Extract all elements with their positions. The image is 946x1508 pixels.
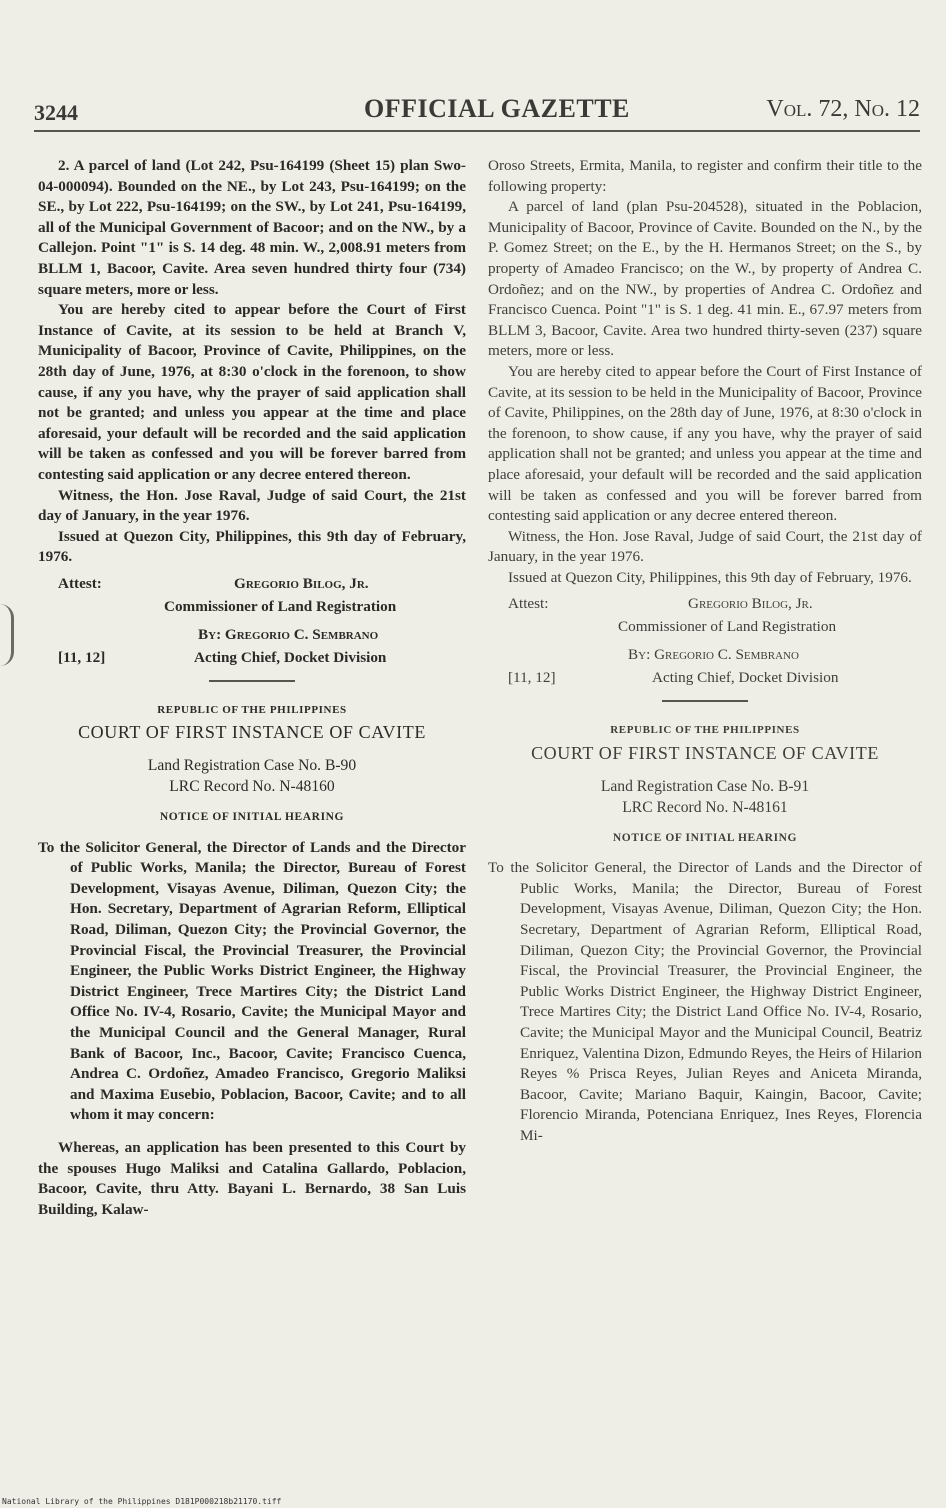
- addressees: To the Solicitor General, the Director of Lands and the Director of Public Works, Manila; the Director, Bureau of Forest Development, Visayas Avenue, Diliman, Quezon City; the Hon. Secretary, Department of Agrarian Reform, Elliptical Road, Diliman, Quezon City; the Provincial Governor, the Provincial Fiscal, the Provincial Treasurer, the Provincial Engineer, the Public Works District Engineer, the Highway District Engineer, Trece Martires City; the District Land Office No. IV-4, Rosario, Cavite; the Municipal Mayor and the Municipal Council and the General Manager, Rural Bank of Bacoor, Inc., Bacoor, Cavite; Francisco Cuenca, Andrea C. Ordoñez, Amadeo Francisco, Gregorio Maliksi and Maxima Eusebio, Poblacion, Bacoor, Cavite; and to all whom it may concern:: [38, 838, 466, 1124]
- publication-title: OFFICIAL GAZETTE: [364, 94, 630, 123]
- signer-title: Commissioner of Land Registration: [618, 618, 837, 636]
- docket-title: Acting Chief, Docket Division: [194, 648, 387, 666]
- witness-paragraph: Witness, the Hon. Jose Raval, Judge of said Court, the 21st day of January, in the year 1976.: [488, 527, 922, 566]
- witness-paragraph: Witness, the Hon. Jose Raval, Judge of said Court, the 21st day of January, in the year 1976.: [38, 486, 466, 525]
- by-signer: By: Gregorio C. Sembrano: [628, 646, 799, 664]
- republic-heading: REPUBLIC OF THE PHILIPPINES: [610, 724, 800, 737]
- issued-paragraph: Issued at Quezon City, Philippines, this 9th day of February, 1976.: [38, 527, 466, 566]
- by-signer: By: Gregorio C. Sembrano: [198, 625, 379, 643]
- header-rule: [34, 130, 920, 132]
- page-number: 3244: [34, 100, 78, 125]
- case-number: Land Registration Case No. B-90: [147, 757, 357, 775]
- whereas-paragraph: [38, 1138, 466, 1220]
- parcel-description: A parcel of land (plan Psu-204528), situated in the Poblacion, Municipality of Bacoor, Province of Cavite. Bounded on the N., by the P. Gomez Street; on the E., by the H. Hermanos Street; on the S., by property of Amadeo Francisco; on the W., by property of Andrea C. Ordoñez; and on the NW., by properties of Andrea C. Ordoñez and Francisco Cuenca. Point "1" is S. 1 deg. 41 min. E., 67.97 meters from BLLM 3, Bacoor, Cavite. Area two hundred thirty-seven (237) square meters, more or less.: [488, 198, 922, 360]
- reference-number: [11, 12]: [508, 669, 556, 687]
- case-number: Land Registration Case No. B-91: [600, 777, 810, 795]
- attest-line: [38, 574, 466, 596]
- lrc-record: LRC Record No. N-48160: [169, 778, 335, 796]
- attest-label: Attest:: [58, 574, 102, 592]
- binding-mark: [0, 604, 14, 666]
- attest-label: Attest:: [508, 595, 549, 613]
- whereas-lead: Whereas,: [58, 1138, 119, 1156]
- continuation-paragraph: Oroso Streets, Ermita, Manila, to register and confirm their title to the following property:: [488, 157, 922, 195]
- court-heading: COURT OF FIRST INSTANCE OF CAVITE: [531, 743, 879, 764]
- volume-number: Vol. 72, No. 12: [766, 96, 920, 122]
- signer-title-line: [488, 617, 922, 639]
- notice-heading: NOTICE OF INITIAL HEARING: [612, 831, 798, 844]
- whereas-text: an application has been presented to this Court by the spouses Hugo Maliksi and Catalina Gallardo, Poblacion, Bacoor, Cavite, thru Atty. Bayani L. Bernardo, 38 San Luis Building, Kalaw-: [38, 1138, 466, 1218]
- attest-line: [488, 594, 922, 616]
- docket-line: [488, 668, 922, 690]
- signer-name: Gregorio Bilog, Jr.: [234, 574, 369, 592]
- signer-name: Gregorio Bilog, Jr.: [688, 595, 813, 613]
- reference-number: [11, 12]: [58, 648, 106, 666]
- signer-title-line: [38, 597, 466, 619]
- right-column: [488, 156, 922, 1147]
- court-heading: COURT OF FIRST INSTANCE OF CAVITE: [78, 722, 426, 743]
- signer-title: Commissioner of Land Registration: [164, 597, 397, 615]
- by-line: [488, 645, 922, 667]
- citation-paragraph: You are hereby cited to appear before the Court of First Instance of Cavite, at its session to be held at Branch V, Municipality of Bacoor, Province of Cavite, Philippines, on the 28th day of June, 1976, at 8:30 o'clock in the forenoon, to show cause, if any you have, why the prayer of said application shall not be granted; and unless you appear at the time and place aforesaid, your default will be recorded and the said application will be taken as confessed and you will be forever barred from contesting said application or any decree entered thereon.: [38, 301, 466, 483]
- docket-line: [38, 648, 466, 670]
- issued-paragraph: Issued at Quezon City, Philippines, this 9th day of February, 1976.: [508, 568, 912, 586]
- scan-footer: National Library of the Philippines D181P000218b21170.tiff: [2, 1497, 282, 1506]
- page-header: [34, 92, 920, 132]
- republic-heading: REPUBLIC OF THE PHILIPPINES: [157, 703, 347, 716]
- lrc-record: LRC Record No. N-48161: [622, 798, 788, 816]
- section-divider: [662, 700, 748, 702]
- section-divider: [209, 680, 295, 682]
- left-column: [38, 156, 466, 1220]
- notice-heading: NOTICE OF INITIAL HEARING: [159, 811, 345, 824]
- by-line: [38, 625, 466, 647]
- parcel-description: 2. A parcel of land (Lot 242, Psu-164199 (Sheet 15) plan Swo-04-000094). Bounded on the NE., by Lot 243, Psu-164199; on the SE., by Lot 222, Psu-164199; on the SW., by Lot 241, Psu-164199, all of the Municipal Government of Bacoor; and on the NW., by a Callejon. Point "1" is S. 14 deg. 48 min. W., 2,008.91 meters from BLLM 1, Bacoor, Cavite. Area seven hundred thirty four (734) square meters, more or less.: [38, 157, 466, 298]
- addressees: To the Solicitor General, the Director of Lands and the Director of Public Works, Manila; the Director, Bureau of Forest Development, Visayas Avenue, Diliman, Quezon City; the Hon. Secretary, Department of Agrarian Reform, Elliptical Road, Diliman, Quezon City; the Provincial Governor, the Provincial Fiscal, the Provincial Treasurer, the Provincial Engineer, the Public Works District Engineer, the Highway District Engineer, Trece Martires City; the District Land Office No. IV-4, Rosario, Cavite; the Municipal Mayor and the Municipal Council, Beatriz Enriquez, Valentina Dizon, Edmundo Reyes, the Heirs of Hilarion Reyes % Prisca Reyes, Julian Reyes and Aniceta Miranda, Bacoor, Cavite; Mariano Baquir, Kaingin, Bacoor, Cavite; Florencio Miranda, Potenciana Enriquez, Ines Reyes, Florencia Mi-: [488, 859, 922, 1144]
- citation-paragraph: You are hereby cited to appear before the Court of First Instance of Cavite, at its session to be held in the Municipality of Bacoor, Province of Cavite, Philippines, on the 28th day of June, 1976, at 8:30 o'clock in the forenoon, to show cause, if any you have, why the prayer of said application shall not be granted; and unless you appear at the time and place aforesaid, your default will be recorded and the said application will be taken as confessed and you will be forever barred from contesting said application or any decree entered thereon.: [488, 362, 922, 525]
- docket-title: Acting Chief, Docket Division: [652, 669, 839, 687]
